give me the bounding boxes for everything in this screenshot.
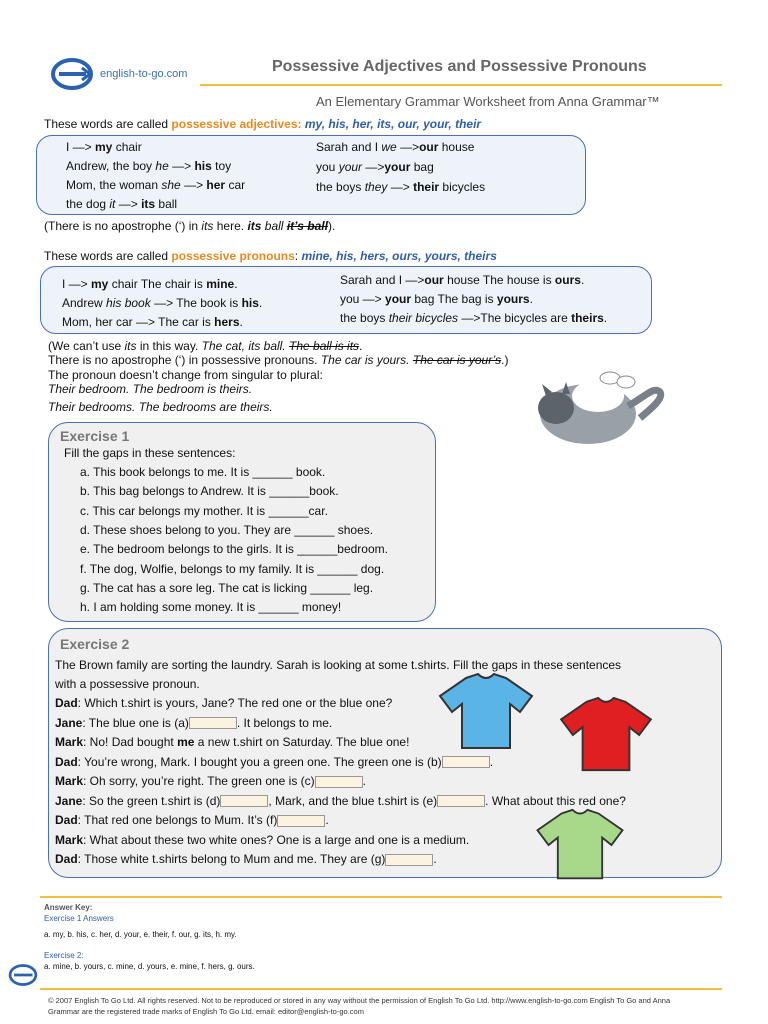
exercise-1-title: Exercise 1 — [60, 428, 130, 444]
row-bold: hers — [214, 315, 240, 329]
speaker-name: Dad — [55, 852, 78, 866]
dialogue-text: : You’re wrong, Mark. I bought you a green one. The green one is (b) — [77, 754, 442, 769]
exercise-2-answers-label: Exercise 2: — [44, 951, 84, 960]
dialogue-text: . — [325, 813, 329, 827]
example-row — [66, 159, 231, 173]
exercise-2-intro-2: with a possessive pronoun. — [55, 677, 200, 691]
row-text: I —> — [62, 277, 92, 291]
row-bold: our — [419, 140, 439, 154]
dialogue-line — [55, 696, 392, 710]
example-row — [316, 180, 485, 194]
row-text: Mom, the woman — [66, 178, 162, 192]
answer-blank[interactable] — [442, 756, 490, 768]
speaker-name: Dad — [55, 813, 78, 827]
example-row — [340, 311, 607, 325]
red-tshirt-image — [556, 696, 656, 774]
dialogue-text: : Which t.shirt is yours, Jane? The red one or the blue one? — [77, 696, 393, 710]
row-text: car — [225, 178, 246, 192]
example-row — [62, 296, 262, 310]
row-text: house — [438, 140, 475, 154]
dialogue-text: . — [433, 852, 437, 866]
speaker-name: Jane — [55, 715, 83, 730]
exercise-1-answers: a. my, b. his, c. her, d. your, e. their, f. our, g. its, h. my. — [44, 930, 237, 939]
row-text: bag — [410, 160, 434, 174]
dialogue-text: : No! Dad bought — [83, 735, 178, 749]
dialogue-bold: me — [177, 735, 195, 749]
cat-illustration — [528, 356, 668, 456]
example-row — [66, 178, 245, 192]
row-text: —> The book is — [150, 296, 242, 310]
exercise-1-item: a. This book belongs to me. It is ______ book. — [80, 465, 326, 479]
dialogue-line — [55, 716, 332, 730]
pronouns-intro: These words are called possessive pronouns: mine, his, hers, ours, yours, theirs — [44, 249, 497, 263]
dialogue-text: : So the green t.shirt is (d) — [82, 793, 221, 808]
exercise-1-item: f. The dog, Wolfie, belongs to my family. It is ______ dog. — [80, 561, 385, 576]
row-text: Sarah and I — [316, 140, 382, 154]
speaker-name: Jane — [55, 793, 83, 808]
page-title: Possessive Adjectives and Possessive Pronouns — [272, 58, 647, 75]
speaker-name: Dad — [55, 754, 78, 769]
row-text: . — [258, 296, 263, 310]
dialogue-line — [55, 774, 366, 788]
dialogue-line — [55, 755, 493, 769]
row-bold: your — [384, 160, 411, 174]
row-text: Andrew — [62, 296, 107, 310]
row-text: toy — [211, 159, 232, 173]
exercise-1-item: c. This car belongs my mother. It is ______car. — [80, 503, 328, 518]
speaker-name: Dad — [55, 696, 78, 710]
dialogue-text: : Oh sorry, you’re right. The green one is (c) — [83, 774, 315, 788]
row-bold: mine — [206, 277, 235, 291]
dialogue-text: . — [362, 774, 367, 788]
row-bold: my — [95, 140, 113, 154]
footer-logo-icon — [8, 962, 42, 988]
footer-line-2: Grammar are the registered trade marks of English To Go Ltd. email: editor@english-to-go.com — [48, 1007, 364, 1016]
dialogue-text: a new t.shirt on Saturday. The blue one! — [194, 735, 410, 749]
row-bold: their — [413, 180, 440, 194]
row-italic: she — [161, 178, 181, 192]
exercise-1-item: d. These shoes belong to you. They are ______ shoes. — [80, 522, 374, 537]
row-bold: theirs — [571, 311, 604, 325]
footer-rule — [40, 988, 722, 990]
answer-key-heading: Answer Key: — [44, 903, 93, 912]
logo-text: english-to-go.com — [100, 68, 188, 80]
dialogue-line — [55, 852, 437, 866]
dialogue-text: : That red one belongs to Mum. It’s (f) — [77, 813, 278, 827]
speaker-name: Mark — [55, 832, 84, 847]
exercise-1-instruction: Fill the gaps in these sentences: — [64, 446, 236, 460]
example-row — [316, 140, 474, 154]
example-row — [340, 292, 533, 306]
row-text: —> — [387, 180, 414, 194]
row-bold: his — [241, 296, 259, 310]
row-text: chair — [112, 140, 142, 154]
dialogue-line — [55, 794, 626, 808]
row-bold: its — [141, 197, 156, 211]
dialogue-text: : Those white t.shirts belong to Mum and me. They are (g) — [77, 852, 386, 866]
pronouns-note-4: Their bedroom. The bedroom is theirs. — [48, 382, 253, 396]
row-italic: they — [364, 180, 388, 194]
exercise-1-item: h. I am holding some money. It is ______ money! — [80, 600, 342, 615]
row-bold: yours — [496, 292, 530, 306]
row-bold: her — [206, 178, 226, 192]
dialogue-text: . It belongs to me. — [236, 715, 333, 730]
row-text: bicycles — [439, 180, 486, 194]
row-italic: it — [109, 197, 116, 211]
row-bold: ours — [554, 273, 581, 287]
row-text: ball — [155, 197, 178, 211]
exercise-1-item: b. This bag belongs to Andrew. It is ______book. — [80, 484, 339, 499]
example-row — [340, 273, 584, 287]
logo-globe-icon — [50, 56, 100, 92]
pronouns-note-2: There is no apostrophe (‘) in possessive pronouns. The car is yours. The car is your’s.) — [48, 353, 509, 367]
example-row — [66, 140, 142, 154]
dialogue-text: : The blue one is (a) — [82, 715, 189, 730]
row-text: the boys — [316, 180, 365, 194]
row-italic: your — [338, 160, 363, 174]
dialogue-text: : What about these two white ones? One is a large and one is a medium. — [83, 832, 470, 847]
row-text: I —> — [66, 140, 96, 154]
row-text: bag The bag is — [411, 292, 497, 306]
answer-key-rule — [40, 896, 722, 898]
row-text: —> — [168, 159, 195, 173]
answer-blank[interactable] — [315, 776, 363, 788]
exercise-2-title: Exercise 2 — [60, 636, 130, 652]
dialogue-line — [55, 735, 409, 749]
dialogue-line — [55, 833, 469, 847]
dialogue-text: . — [489, 754, 494, 769]
green-tshirt-image — [530, 808, 630, 882]
exercise-2-answers: a. mine, b. yours, c. mine, d. yours, e. mine, f. hers, g. ours. — [44, 962, 255, 971]
row-italic: he — [155, 159, 169, 173]
row-bold: his — [194, 159, 212, 173]
dialogue-line — [55, 813, 329, 827]
answer-blank[interactable] — [277, 815, 325, 827]
example-row — [62, 315, 243, 329]
row-text: . — [603, 311, 608, 325]
row-bold: our — [424, 273, 444, 287]
row-text: —> — [362, 160, 385, 174]
speaker-name: Mark — [55, 774, 84, 788]
logo[interactable] — [50, 56, 200, 92]
row-italic: his book — [106, 296, 151, 310]
row-italic: we — [381, 140, 397, 154]
pronouns-note-5: Their bedrooms. The bedrooms are theirs. — [48, 400, 273, 414]
exercise-1-answers-label: Exercise 1 Answers — [44, 914, 114, 923]
pronouns-note-1: (We can’t use its in this way. The cat, its ball. The ball is its. — [48, 339, 363, 353]
dialogue-text: , Mark, and the blue t.shirt is (e) — [268, 793, 438, 808]
answer-blank[interactable] — [385, 854, 433, 866]
footer-line-1: © 2007 English To Go Ltd. All rights reserved. Not to be reproduced or stored in any way without the permission of English To Go Ltd. http://www.english-to-go.com English To Go and Anna — [48, 996, 671, 1005]
pronouns-note-3: The pronoun doesn’t change from singular to plural: — [48, 368, 323, 382]
row-text: Mom, her car —> The car is — [62, 315, 215, 329]
row-text: chair The chair is — [108, 277, 207, 291]
exercise-1-item: g. The cat has a sore leg. The cat is licking ______ leg. — [80, 580, 374, 595]
row-text: the boys — [340, 311, 389, 325]
speaker-name: Mark — [55, 735, 84, 749]
row-text: . — [580, 273, 585, 287]
example-row — [66, 197, 177, 211]
row-text: —> — [396, 140, 420, 154]
row-italic: their bicycles — [388, 311, 459, 325]
header-rule — [200, 84, 722, 86]
row-bold: your — [385, 292, 412, 306]
row-text: —> — [115, 197, 142, 211]
adjectives-note: (There is no apostrophe (‘) in its here. its ball it’s ball). — [44, 219, 336, 233]
answer-blank[interactable] — [437, 795, 485, 807]
row-text: . — [234, 277, 238, 291]
row-text: Sarah and I —> — [340, 273, 425, 287]
example-row — [62, 277, 238, 291]
blue-tshirt-image — [436, 672, 536, 752]
exercise-2-intro-1: The Brown family are sorting the laundry. Sarah is looking at some t.shirts. Fill the gaps in these sentences — [55, 658, 622, 672]
example-row — [316, 160, 434, 174]
page-subtitle: An Elementary Grammar Worksheet from Anna Grammar™ — [316, 94, 660, 109]
dialogue-text: . What about this red one? — [485, 793, 626, 808]
exercise-1-item: e. The bedroom belongs to the girls. It is ______bedroom. — [80, 542, 388, 557]
row-text: . — [529, 292, 533, 306]
row-text: you — [316, 160, 339, 174]
row-bold: my — [91, 277, 109, 291]
answer-blank[interactable] — [189, 717, 237, 729]
row-text: you —> — [340, 292, 386, 306]
row-text: . — [239, 315, 243, 329]
row-text: —> — [180, 178, 207, 192]
answer-blank[interactable] — [220, 795, 268, 807]
row-text: Andrew, the boy — [66, 159, 156, 173]
adjectives-intro: These words are called possessive adjectives: my, his, her, its, our, your, their — [44, 117, 482, 131]
row-text: the dog — [66, 197, 110, 211]
row-text: house The house is — [443, 273, 555, 287]
row-text: —>The bicycles are — [458, 311, 572, 325]
